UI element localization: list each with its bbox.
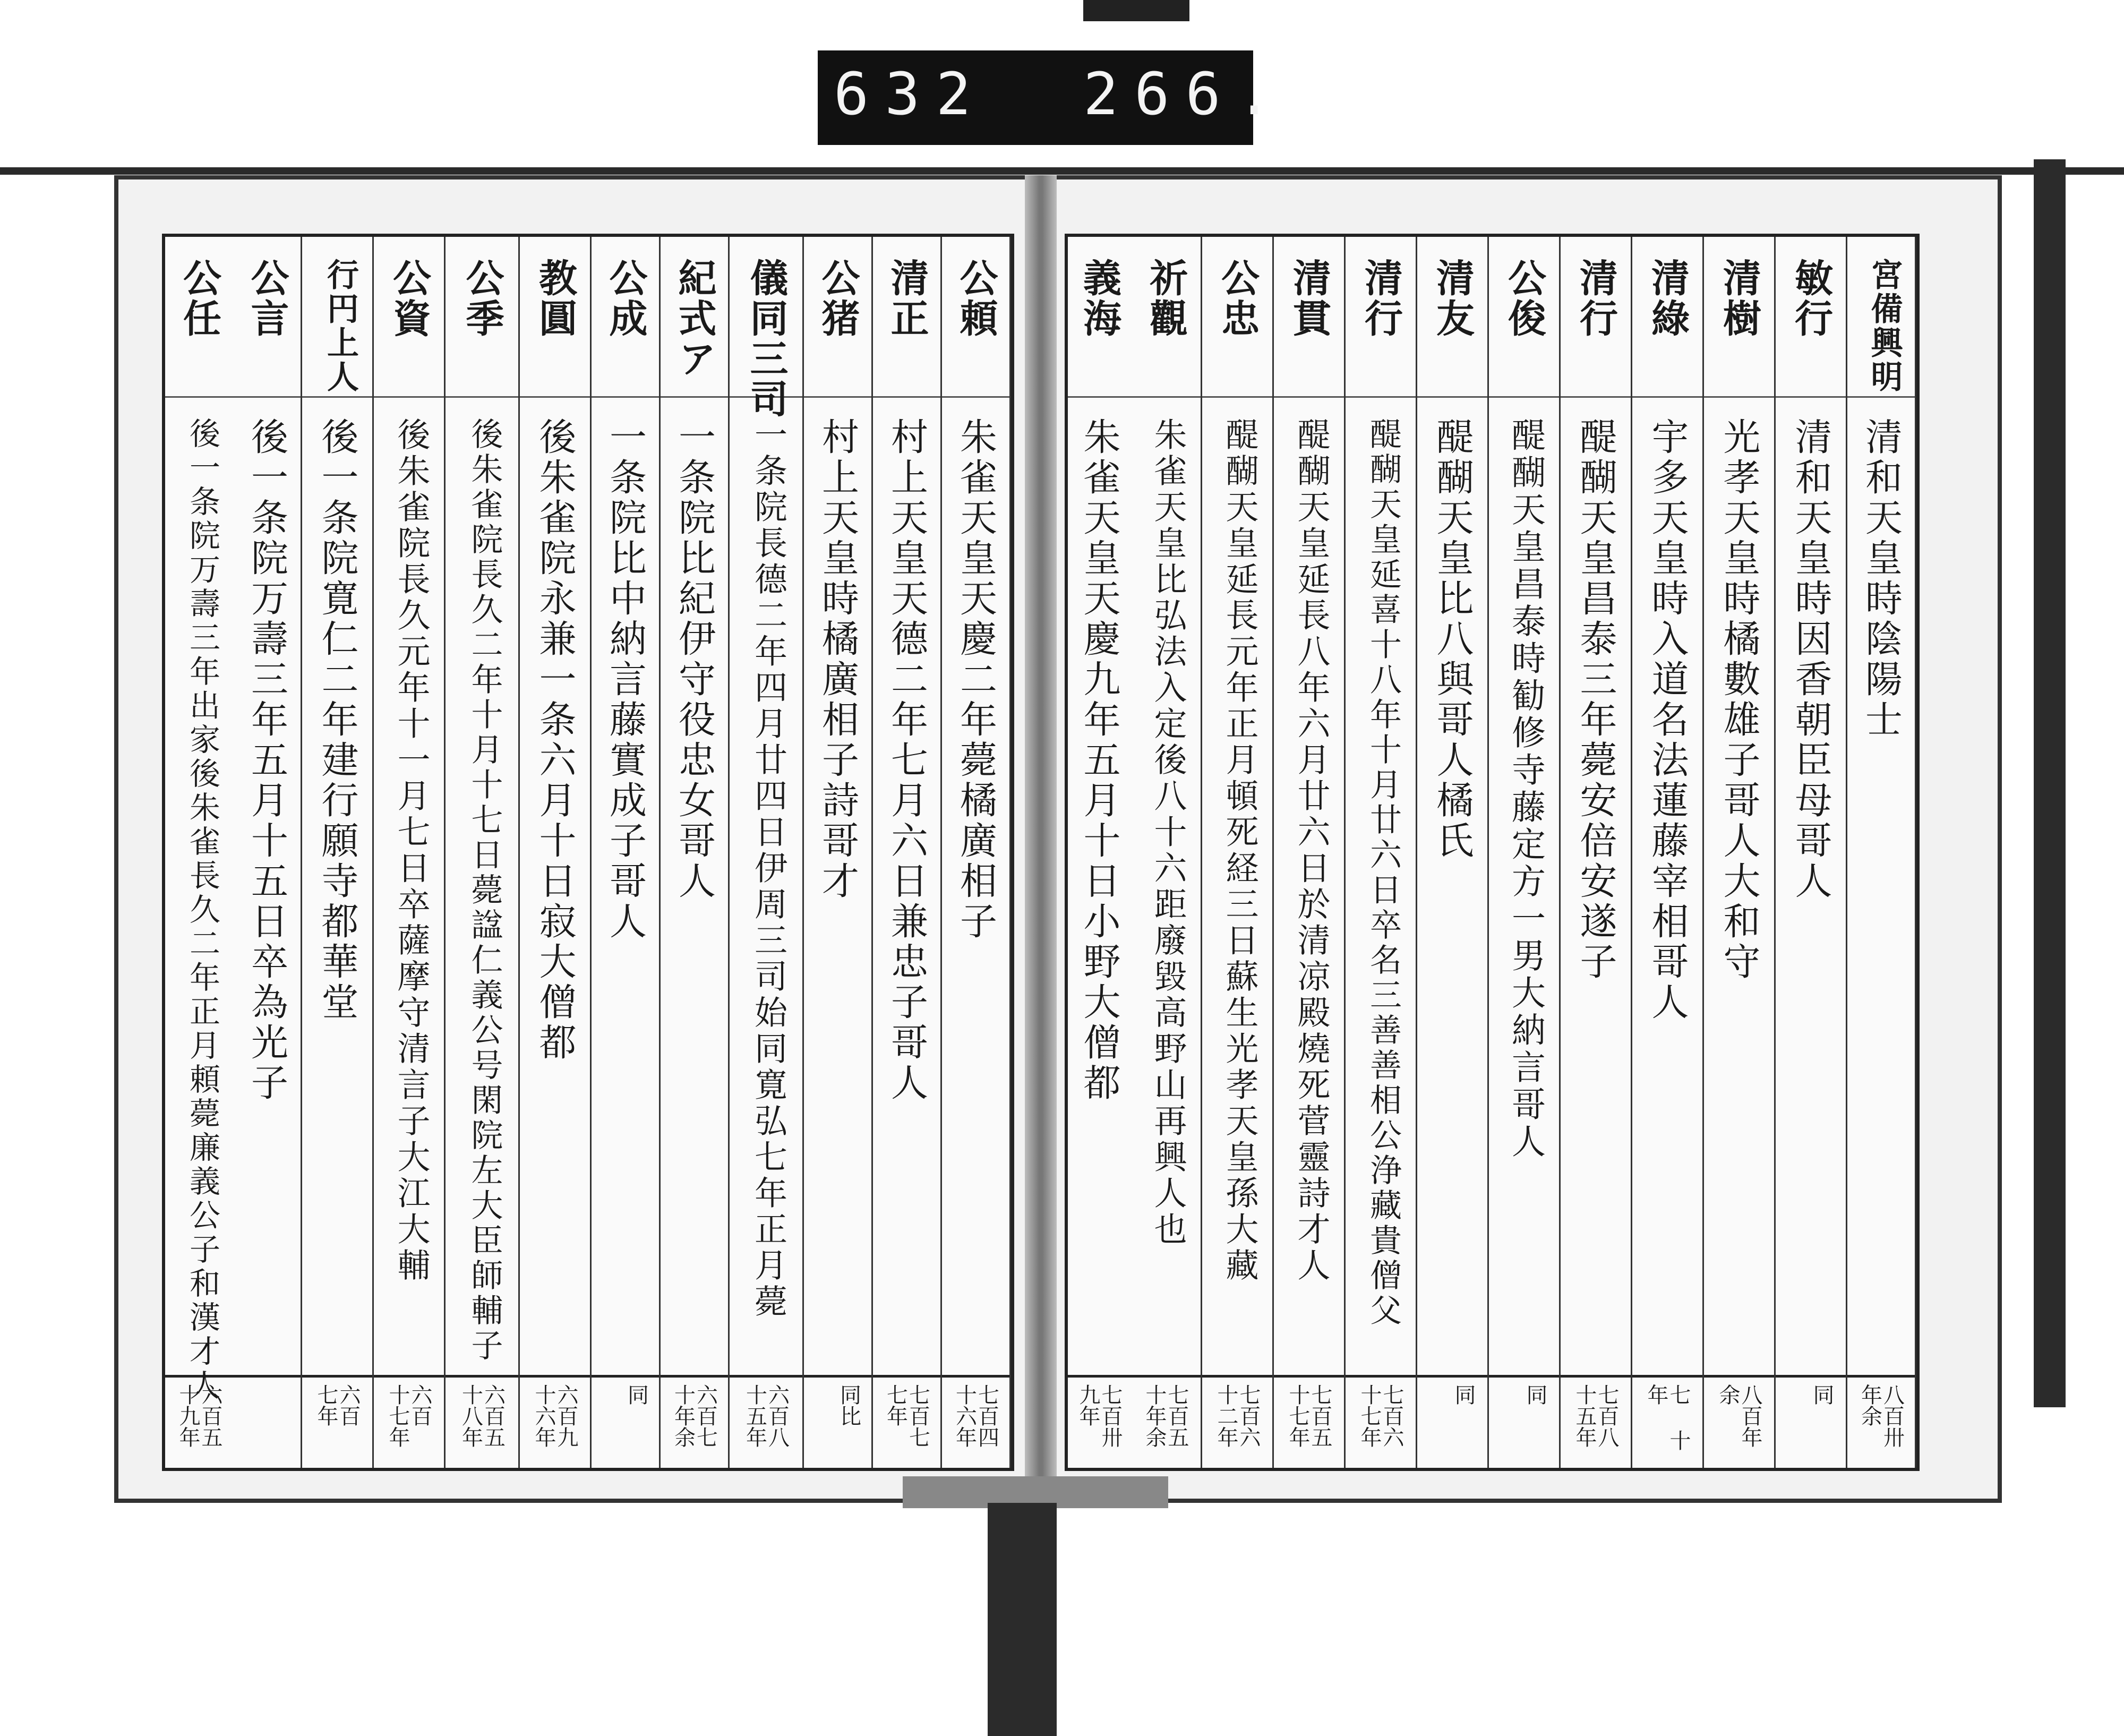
entry-years: 七 十年 [1644,1384,1691,1451]
entry-column [374,237,446,1468]
entry-biography: 宇多天皇時入道名法蓮藤宰相哥人 [1646,417,1689,1023]
entry-column [730,237,804,1468]
entry-biography: 清和天皇時因香朝臣母哥人 [1789,417,1832,902]
left-page [162,234,1014,1471]
entry-biography: 一条院比紀伊守役忠女哥人 [672,417,716,902]
entry-name: 公言 [244,258,290,339]
entry-biography: 醍醐天皇比八與哥人橘氏 [1431,417,1474,861]
entry-name: 公資 [387,258,432,339]
entry-name: 教圓 [533,258,578,339]
entry-column [1346,237,1417,1468]
entry-column [1417,237,1489,1468]
entry-years: 七百六 十七年 [1357,1384,1404,1448]
entry-column [233,237,302,1468]
entry-name: 公成 [603,258,648,339]
mounting-rule [0,167,2124,175]
entry-name: 公忠 [1215,258,1260,339]
entry-name: 紀式ア [672,258,717,379]
entry-column [592,237,661,1468]
entry-biography: 光孝天皇時橘數雄子哥人大和守 [1717,417,1761,982]
entry-column [873,237,942,1468]
entry-column [1202,237,1274,1468]
entry-biography: 村上天皇天德二年七月六日兼忠子哥人 [885,417,929,1104]
entry-name: 公俊 [1502,258,1547,339]
catalog-number-left: 632 [834,60,987,128]
entry-column [1274,237,1346,1468]
entry-name: 清友 [1430,258,1475,339]
entry-years: 六百九 十六年 [532,1384,578,1448]
entry-biography: 後朱雀院長久元年十一月七日卒薩摩守清言子大江大輔 [392,417,431,1284]
right-page [1065,234,1920,1471]
entry-column [302,237,374,1468]
entry-years: 六百八 十五年 [742,1384,790,1448]
entry-name: 清正 [884,258,930,339]
entry-name: 行円上人 [322,258,359,394]
entry-biography: 村上天皇時橘廣相子詩哥才 [816,417,860,902]
entry-column [942,237,1011,1468]
entry-years: 八百年 余 [1716,1384,1762,1448]
entry-column [1847,237,1916,1468]
book-spine [1025,175,1057,1503]
entry-biography: 一条院比中納言藤實成子哥人 [603,417,647,942]
entry-biography: 後一条院寛仁二年建行願寺都華堂 [315,417,359,1023]
entry-years: 六百 十七年 [386,1384,432,1448]
entry-years: 七百五 十七年 [1286,1384,1332,1448]
entry-years: 六百七 十年余 [671,1384,718,1448]
entry-biography: 朱雀天皇天慶二年薨橘廣相子 [954,417,998,942]
entry-years: 八百卅 年余 [1857,1384,1905,1448]
entry-years: 同 [1451,1384,1476,1405]
entry-years: 同 [1523,1384,1547,1405]
entry-biography: 醍醐天皇延長八年六月廿六日於清凉殿燒死菅靈詩才人 [1292,417,1331,1284]
entry-column [1489,237,1561,1468]
entry-biography: 後朱雀院長久二年十月十七日薨諡仁義公号閑院左大臣師輔子 [466,417,503,1364]
catalog-label [818,50,1288,145]
entry-column [520,237,592,1468]
entry-biography: 後朱雀院永兼一条六月十日寂大僧都 [533,417,577,1063]
entry-name: 公頼 [953,258,999,339]
entry-years: 六百五 十八年 [458,1384,506,1448]
entry-column [1068,237,1130,1468]
entry-name: 祈觀 [1143,258,1188,339]
entry-name: 公季 [459,258,505,339]
entry-column [165,237,233,1468]
entry-name: 清貫 [1287,258,1332,339]
entry-years [245,1384,289,1458]
entry-years: 七百四 十六年 [952,1384,999,1448]
entry-name: 義海 [1077,258,1122,339]
entry-column [1130,237,1202,1468]
entry-column [446,237,520,1468]
entry-name: 清行 [1358,258,1403,339]
entry-biography: 醍醐天皇昌泰時勧修寺藤定方一男大納言哥人 [1506,417,1545,1161]
right-frame-edge [2034,159,2066,1407]
entry-name: 敏行 [1788,258,1834,339]
entry-name: 儀同三司 [743,258,789,420]
entry-years: 同比 [836,1384,861,1426]
entry-biography: 朱雀天皇天慶九年五月十日小野大僧都 [1077,417,1121,1104]
book-stand [988,1503,1057,1736]
entry-column [1776,237,1847,1468]
entry-years: 七百六 十二年 [1214,1384,1261,1448]
entry-name: 宮備興明 [1865,258,1903,394]
entry-biography: 醍醐天皇昌泰三年薨安倍安遂子 [1574,417,1617,982]
entry-years: 七百八 十五年 [1572,1384,1619,1448]
entry-column [804,237,873,1468]
entry-column [1632,237,1704,1468]
entry-biography: 後一条院万壽三年五月十五日卒為光子 [245,417,289,1104]
entry-column [1561,237,1632,1468]
entry-years: 同 [624,1384,649,1405]
entry-biography: 醍醐天皇延喜十八年十月廿六日卒名三善善相公浄藏貴僧父 [1365,417,1402,1329]
entry-column [661,237,730,1468]
entry-years: 六百 七年 [314,1384,361,1426]
entry-name: 清行 [1573,258,1618,339]
entry-name: 清樹 [1717,258,1762,339]
entry-name: 公任 [177,258,222,339]
entry-years: 七百卅 九年 [1076,1384,1123,1448]
entry-column [1704,237,1776,1468]
entry-name: 公猪 [815,258,861,339]
entry-biography: 清和天皇時陰陽士 [1859,417,1903,740]
entry-years: 六百五 十九年 [176,1384,222,1448]
catalog-number-right: 266. [1083,60,1288,128]
entry-years: 七百七 七年 [883,1384,930,1448]
entry-name: 清綠 [1645,258,1690,339]
entry-biography: 一条院長德二年四月廿四日伊周三司始同寛弘七年正月薨 [749,417,788,1320]
entry-years: 七百五 十年余 [1142,1384,1189,1448]
entry-years: 同 [1810,1384,1834,1405]
top-edge-mark [1083,0,1189,21]
entry-biography: 後一条院万壽三年出家後朱雀長久二年正月頼薨廉義公子和漢才人 [184,417,220,1403]
entry-biography: 朱雀天皇比弘法入定後八十六距廢毀高野山再興人也 [1149,417,1187,1248]
entry-biography: 醍醐天皇延長元年正月頓死経三日蘇生光孝天皇孫大藏 [1220,417,1259,1284]
